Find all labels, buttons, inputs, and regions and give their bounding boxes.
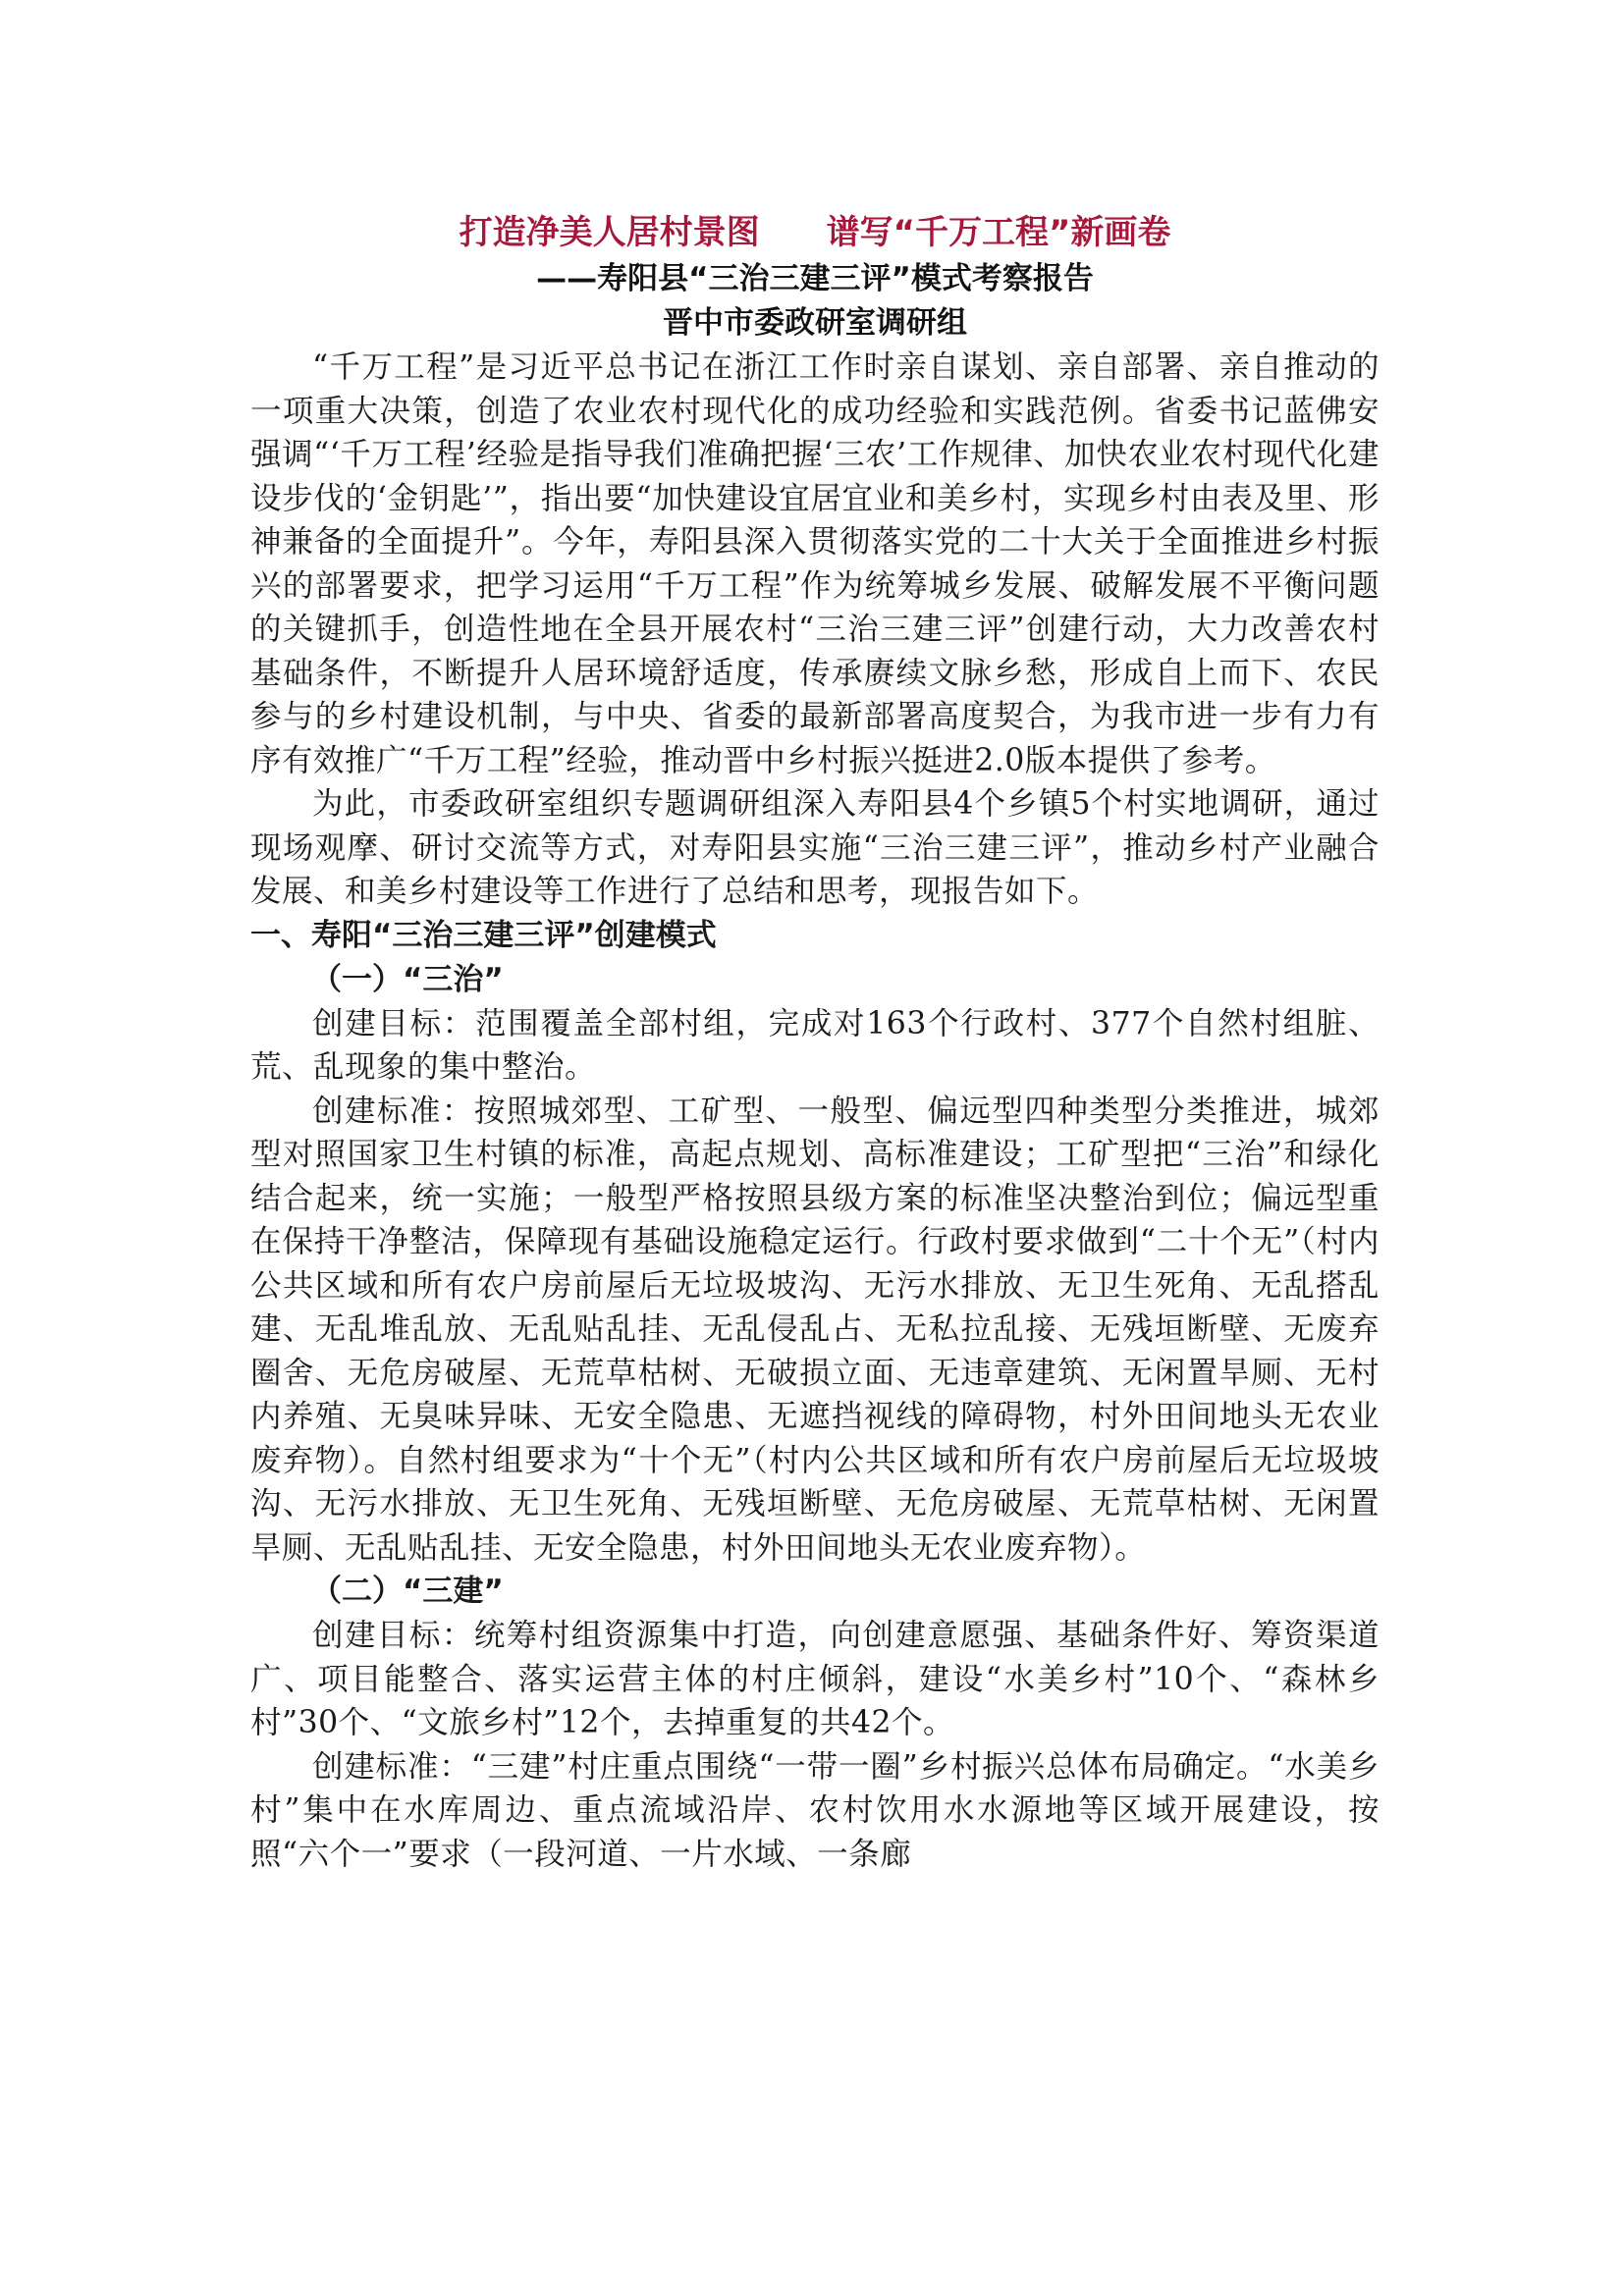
- section-1-2-standard: 创建标准：“三建”村庄重点围绕“一带一圈”乡村振兴总体布局确定。“水美乡村”集中在水库周边、重点流域沿岸、农村饮用水水源地等区域开展建设，按照“六个一”要求（一段河道、一片水域、一条廊: [250, 1748, 1380, 1872]
- section-1-1-heading: （一）“三治”: [311, 961, 504, 997]
- document-subtitle: ——寿阳县“三治三建三评”模式考察报告: [536, 261, 1094, 296]
- intro-paragraph-2: 为此，市委政研室组织专题调研组深入寿阳县4个乡镇5个村实地调研，通过现场观摩、研讨交流等方式，对寿阳县实施“三治三建三评”，推动乡村产业融合发展、和美乡村建设等工作进行了总结和思考，现报告如下。: [250, 786, 1380, 909]
- section-1-1-standard: 创建标准：按照城郊型、工矿型、一般型、偏远型四种类型分类推进，城郊型对照国家卫生村镇的标准，高起点规划、高标准建设；工矿型把“三治”和绿化结合起来，统一实施；一般型严格按照县级方案的标准坚决整治到位；偏远型重在保持干净整洁，保障现有基础设施稳定运行。行政村要求做到“二十个无”（村内公共区域和所有农户房前屋后无垃圾坡沟、无污水排放、无卫生死角、无乱搭乱建、无乱堆乱放、无乱贴乱挂、无乱侵乱占、无私拉乱接、无残垣断壁、无废弃圈舍、无危房破屋、无荒草枯树、无破损立面、无违章建筑、无闲置旱厕、无村内养殖、无臭味异味、无安全隐患、无遮挡视线的障碍物，村外田间地头无农业废弃物）。自然村组要求为“十个无”（村内公共区域和所有农户房前屋后无垃圾坡沟、无污水排放、无卫生死角、无残垣断壁、无危房破屋、无荒草枯树、无闲置旱厕、无乱贴乱挂、无安全隐患，村外田间地头无农业废弃物）。: [250, 1093, 1380, 1566]
- document-title: 打造净美人居村景图 谱写“千万工程”新画卷: [459, 213, 1171, 252]
- section-1-heading: 一、寿阳“三治三建三评”创建模式: [250, 917, 717, 953]
- section-1-2-goal: 创建目标：统筹村组资源集中打造，向创建意愿强、基础条件好、筹资渠道广、项目能整合、落实运营主体的村庄倾斜，建设“水美乡村”10个、“森林乡村”30个、“文旅乡村”12个，去掉重复的共42个。: [250, 1618, 1380, 1740]
- document-body: [250, 208, 1380, 1876]
- document-author: 晋中市委政研室调研组: [663, 305, 967, 341]
- section-1-1-goal: 创建目标：范围覆盖全部村组，完成对163个行政村、377个自然村组脏、荒、乱现象的集中整治。: [250, 1005, 1380, 1085]
- section-1-2-heading: （二）“三建”: [311, 1574, 504, 1609]
- intro-paragraph-1: “千万工程”是习近平总书记在浙江工作时亲自谋划、亲自部署、亲自推动的一项重大决策，创造了农业农村现代化的成功经验和实践范例。省委书记蓝佛安强调“‘千万工程’经验是指导我们准确把握‘三农’工作规律、加快农业农村现代化建设步伐的‘金钥匙’”，指出要“加快建设宜居宜业和美乡村，实现乡村由表及里、形神兼备的全面提升”。今年，寿阳县深入贯彻落实党的二十大关于全面推进乡村振兴的部署要求，把学习运用“千万工程”作为统筹城乡发展、破解发展不平衡问题的关键抓手，创造性地在全县开展农村“三治三建三评”创建行动，大力改善农村基础条件，不断提升人居环境舒适度，传承赓续文脉乡愁，形成自上而下、农民参与的乡村建设机制，与中央、省委的最新部署高度契合，为我市进一步有力有序有效推广“千万工程”经验，推动晋中乡村振兴挺进2.0版本提供了参考。: [250, 349, 1380, 778]
